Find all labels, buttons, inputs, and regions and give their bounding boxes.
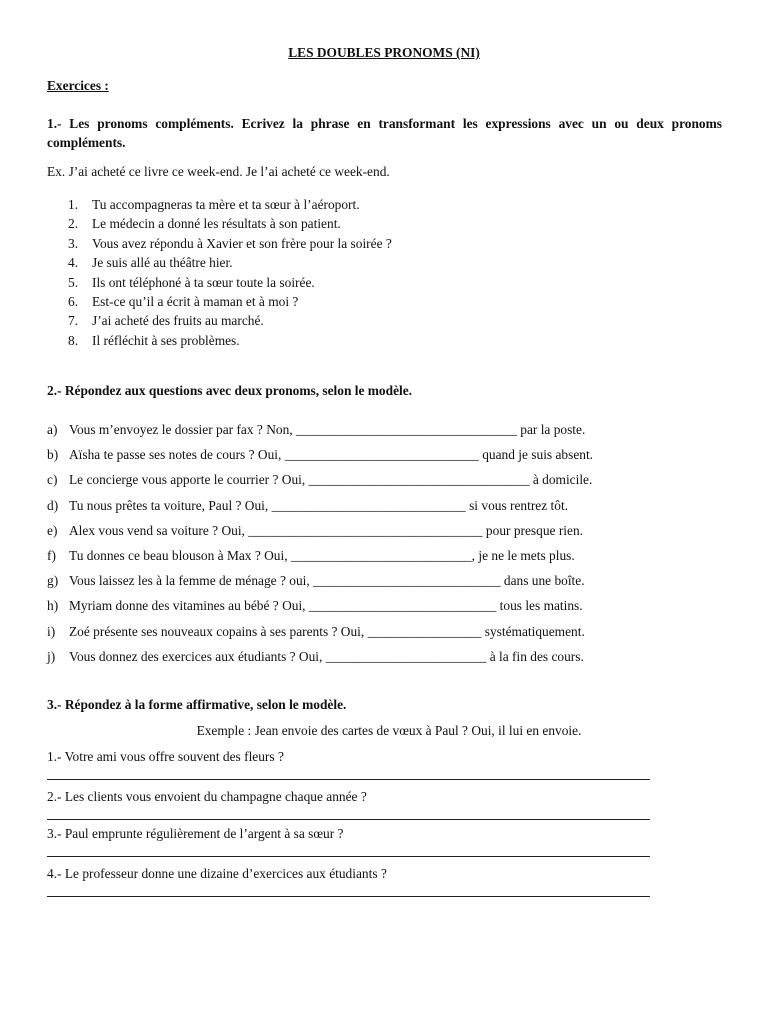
question-item: c) Le concierge vous apporte le courrier ? Oui, _________________________________ à domicile. xyxy=(47,472,593,488)
answer-line xyxy=(47,856,650,857)
answer-line xyxy=(47,896,650,897)
section3-question xyxy=(47,866,657,897)
section2-heading: 2.- Répondez aux questions avec deux pronoms, selon le modèle. xyxy=(47,383,413,398)
exercices-heading: Exercices : xyxy=(47,78,109,93)
question-item: h) Myriam donne des vitamines au bébé ? Oui, ____________________________ tous les matins. xyxy=(47,598,583,614)
question-text: 1.- Votre ami vous offre souvent des fleurs ? xyxy=(47,749,284,764)
question-item: d) Tu nous prêtes ta voiture, Paul ? Oui, _____________________________ si vous rentrez tôt. xyxy=(47,497,569,513)
list-item: 2. Le médecin a donné les résultats à son patient. xyxy=(68,216,341,232)
question-item: b) Aïsha te passe ses notes de cours ? Oui, _____________________________ quand je suis absent. xyxy=(47,447,594,463)
section3-heading: 3.- Répondez à la forme affirmative, selon le modèle. xyxy=(47,697,347,712)
page-title: LES DOUBLES PRONOMS (NI) xyxy=(288,45,480,60)
question-item: g) Vous laissez les à la femme de ménage ? oui, ____________________________ dans une boîte. xyxy=(47,573,585,589)
list-item: 8. Il réfléchit à ses problèmes. xyxy=(68,332,240,348)
section1-example: Ex. J’ai acheté ce livre ce week-end. Je l’ai acheté ce week-end. xyxy=(47,164,390,179)
section3-question xyxy=(47,826,657,857)
list-item: 6. Est-ce qu’il a écrit à maman et à moi ? xyxy=(68,293,299,309)
list-item: 3. Vous avez répondu à Xavier et son frère pour la soirée ? xyxy=(68,235,392,251)
section1-heading: 1.- Les pronoms compléments. Ecrivez la phrase en transformant les expressions avec un ou deux pronoms compléments. xyxy=(47,116,722,150)
section3-question xyxy=(47,789,657,820)
question-item: e) Alex vous vend sa voiture ? Oui, ___________________________________ pour presque rien. xyxy=(47,522,583,538)
question-item: j) Vous donnez des exercices aux étudiants ? Oui, ________________________ à la fin des cours. xyxy=(47,648,584,664)
answer-line xyxy=(47,779,650,780)
list-item: 4. Je suis allé au théâtre hier. xyxy=(68,255,233,271)
answer-line xyxy=(47,819,650,820)
list-item: 5. Ils ont téléphoné à ta sœur toute la soirée. xyxy=(68,274,315,290)
question-text: 2.- Les clients vous envoient du champagne chaque année ? xyxy=(47,789,367,804)
list-item: 1. Tu accompagneras ta mère et ta sœur à l’aéroport. xyxy=(68,197,360,212)
question-text: 4.- Le professeur donne une dizaine d’exercices aux étudiants ? xyxy=(47,866,387,881)
question-item: i) Zoé présente ses nouveaux copains à ses parents ? Oui, _________________ systématiquement. xyxy=(47,623,585,639)
section1-list xyxy=(68,195,392,350)
section2-list xyxy=(47,421,722,673)
question-text: 3.- Paul emprunte régulièrement de l’argent à sa sœur ? xyxy=(47,826,344,841)
question-item: f) Tu donnes ce beau blouson à Max ? Oui, ___________________________, je ne le mets plus. xyxy=(47,547,575,563)
section3-question xyxy=(47,749,657,780)
section3-example: Exemple : Jean envoie des cartes de vœux à Paul ? Oui, il lui en envoie. xyxy=(196,723,582,738)
list-item: 7. J’ai acheté des fruits au marché. xyxy=(68,313,264,329)
question-item: a) Vous m’envoyez le dossier par fax ? Non, _________________________________ par la poste. xyxy=(47,422,586,437)
